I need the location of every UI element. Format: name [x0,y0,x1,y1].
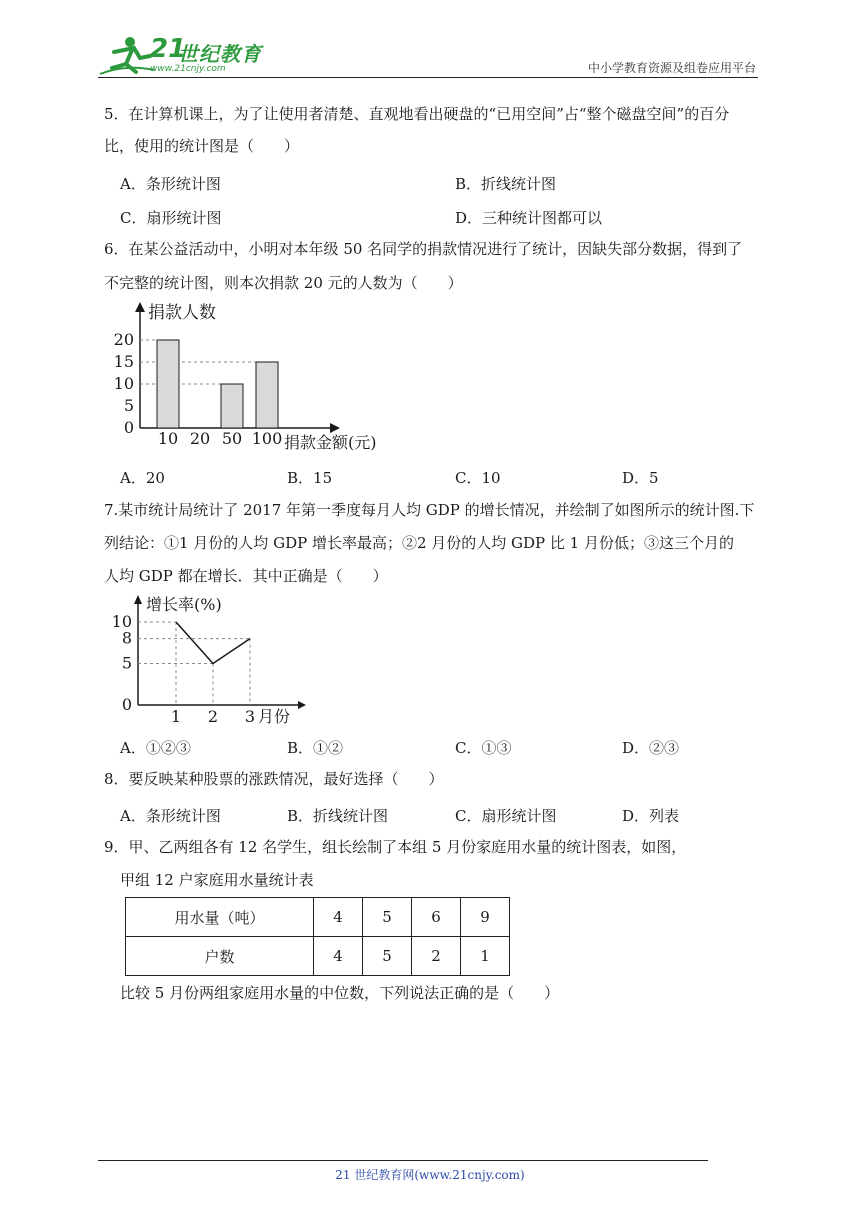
q7-option-d[interactable]: D．②③ [622,739,680,757]
footer-divider [98,1160,708,1161]
y-tick-label: 10 [112,612,132,631]
q7-option-a[interactable]: A．①②③ [120,739,191,757]
y-axis-arrow-icon [135,302,145,312]
header-platform-text: 中小学教育资源及组卷应用平台 [587,61,756,75]
table-cell: 4 [314,937,363,976]
q8-option-a[interactable]: A．条形统计图 [120,807,221,825]
water-usage-table [125,897,510,976]
y-tick-label: 15 [113,352,134,371]
table-cell: 5 [363,898,412,937]
y-tick-label: 5 [121,653,132,673]
q8-option-b[interactable]: B．折线统计图 [287,807,389,825]
q7-option-c[interactable]: C．①③ [455,739,512,757]
q7-line2: 列结论：①1 月份的人均 GDP 增长率最高；②2 月份的人均 GDP 比 1 月份低；③这三个月的 [104,534,734,552]
q6-option-b[interactable]: B．15 [287,469,333,487]
y-tick-label: 5 [123,396,134,415]
q8-option-c[interactable]: C．扇形统计图 [455,807,557,825]
table-cell: 9 [461,898,510,937]
x-axis-arrow-icon [298,701,306,709]
x-tick-label: 2 [207,707,219,726]
q9-table-title: 甲组 12 户家庭用水量统计表 [120,871,314,889]
growth-rate-line [176,622,250,664]
bar [256,362,278,428]
table-cell: 5 [363,937,412,976]
bar [157,340,179,428]
table-row-label: 用水量（吨） [126,898,314,937]
x-axis-title: 月份 [258,707,291,726]
y-tick-label: 10 [113,374,134,393]
table-row-label: 户数 [126,937,314,976]
x-axis-title: 捐款金额(元) [284,433,377,452]
x-axis-arrow-icon [330,423,340,433]
q5-option-a[interactable]: A．条形统计图 [120,175,221,193]
x-tick-label: 20 [189,429,211,448]
q8-line1: 8．要反映某种股票的涨跌情况，最好选择（ ） [104,770,444,788]
y-tick-label: 0 [121,695,132,714]
table-row [126,937,510,976]
bar [221,384,243,428]
q6-option-c[interactable]: C．10 [455,469,501,487]
table-cell: 6 [412,898,461,937]
q8-option-d[interactable]: D．列表 [622,807,680,825]
y-axis-title: 增长率(%) [146,595,222,614]
x-tick-label: 10 [157,429,179,448]
y-tick-label: 0 [123,418,134,437]
q6-line1: 6．在某公益活动中，小明对本年级 50 名同学的捐款情况进行了统计，因缺失部分数据，得到了 [104,240,743,258]
y-tick-label: 20 [113,330,134,349]
q5-line2: 比，使用的统计图是（ ） [104,137,300,155]
gdp-growth-line-chart [112,592,312,728]
y-axis-title: 捐款人数 [148,303,216,323]
donation-bar-chart [112,298,392,454]
q5-line1: 5．在计算机课上，为了让使用者清楚、直观地看出硬盘的“已用空间”占“整个磁盘空间”的百分 [104,105,730,123]
q6-option-a[interactable]: A．20 [120,469,165,487]
table-cell: 1 [461,937,510,976]
logo-url: www.21cnjy.com [150,64,226,74]
x-tick-label: 50 [221,429,243,448]
logo-number: 21 [150,34,187,64]
runner-logo-icon [96,34,156,78]
x-tick-label: 100 [251,429,283,448]
q5-option-c[interactable]: C．扇形统计图 [120,209,222,227]
q5-option-d[interactable]: D．三种统计图都可以 [455,209,603,227]
q6-line2: 不完整的统计图，则本次捐款 20 元的人数为（ ） [104,274,463,292]
y-axis-arrow-icon [134,595,142,604]
q9-line1: 9．甲、乙两组各有 12 名学生，组长绘制了本组 5 月份家庭用水量的统计图表，如图， [104,838,687,856]
footer-text[interactable]: 21 世纪教育网(www.21cnjy.com) [335,1168,525,1182]
q7-line1: 7.某市统计局统计了 2017 年第一季度每月人均 GDP 的增长情况，并绘制了如图所示的统计图.下 [104,501,755,519]
table-cell: 2 [412,937,461,976]
q5-option-b[interactable]: B．折线统计图 [455,175,557,193]
q6-option-d[interactable]: D．5 [622,469,659,487]
table-row [126,898,510,937]
q9-after-text: 比较 5 月份两组家庭用水量的中位数，下列说法正确的是（ ） [120,984,560,1002]
header-divider [98,77,758,78]
q7-line3: 人均 GDP 都在增长．其中正确是（ ） [104,567,388,585]
logo-text: 世纪教育 [178,42,262,66]
q7-option-b[interactable]: B．①② [287,739,344,757]
y-tick-label: 8 [121,628,132,648]
x-tick-label: 3 [244,707,256,726]
x-tick-label: 1 [170,707,182,726]
table-cell: 4 [314,898,363,937]
